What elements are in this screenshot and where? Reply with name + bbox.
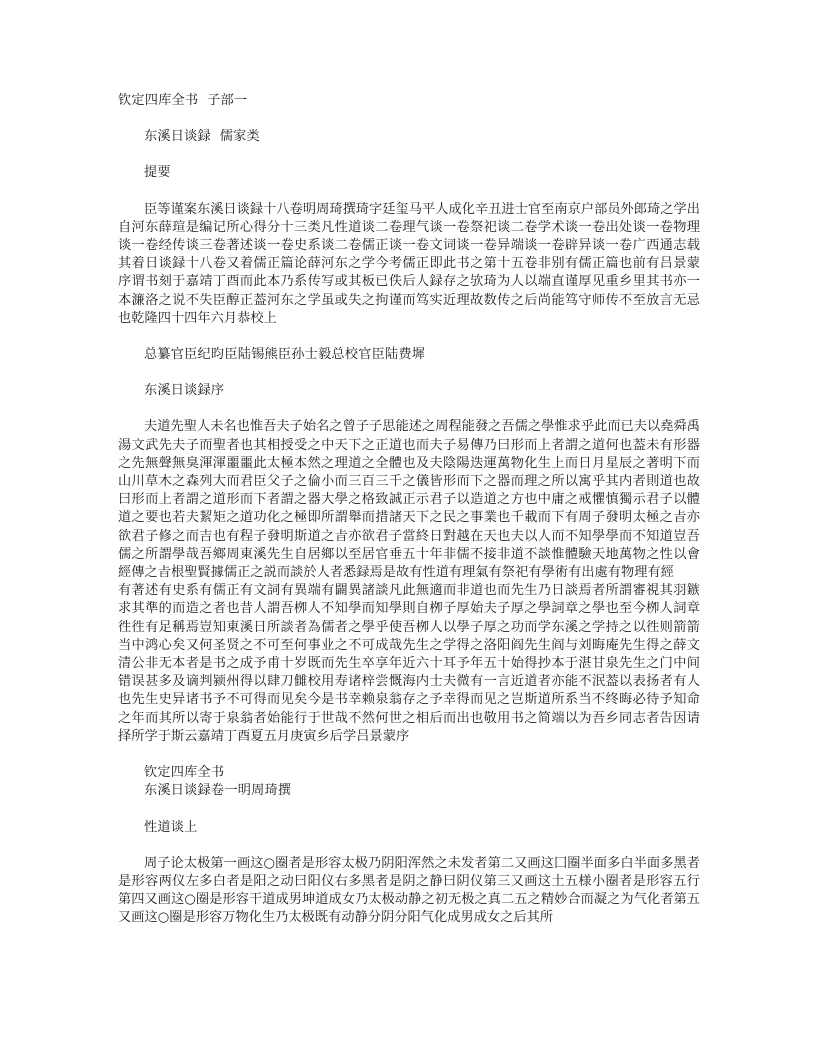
collection-header: 钦定四库全书 子部一: [118, 93, 248, 108]
abstract-paragraph: 臣等谨案东溪日谈録十八卷明周琦撰琦字廷玺马平人成化辛丑进士官至南京户部员外郎琦之学出自河东薛瑄是编记所心得分十三类凡性道谈二卷理气谈一卷祭祀谈二卷学术谈一卷出处谈一卷物理谈一卷经传谈三卷著述谈一卷史系谈二卷儒正谈一卷文词谈一卷异端谈一卷辟异谈一卷广西通志载其着日谈録十八卷又着儒正篇论薛河东之学今考儒正即此书之第十五卷非别有儒正篇也前有吕景蒙序谓书刻于嘉靖丁酉而此本乃系传写或其板已佚后人録存之欤琦为人以端直谨厚见重乡里其书亦一本濂洛之说不失臣醇正葢河东之学虽或失之拘谨而笃实近理故数传之后尚能笃守师传不至放言无忌也乾隆四十四年六月恭校上: [118, 201, 700, 326]
preface-text-part-1: 夫道先聖人未名也惟吾夫子始名之曾子子思能述之周程能發之吾儒之學惟求乎此而已夫以堯舜禹湯文武先夫子而聖者也其相授受之中天下之正道也而夫子易傳乃曰形而上者謂之道何也葢未有形器之先無聲無臭渾渾噩噩此太極本然之理道之全體也及夫陰陽迭運萬物化生上而日月星辰之著明下而山川草木之森列大而君臣父子之倫小而三百三千之儀皆形而下之器而理之所以寓乎其内者則道也故曰形而上者謂之道形而下者謂之器大學之格致誠正示君子以造道之方也中庸之戒懼慎獨示君子以體道之要也若夫絜矩之道功化之極即所謂舉而措諸天下之民之事業也千載而下有周子發明太極之㫖亦欲君子修之而吉也有程子發明斯道之㫖亦欲君子當終日對越在天也夫以人而不知學學而不知道豈吾儒之所謂學哉吾鄉周東溪先生自居鄉以至居官垂五十年非儒不接非道不談惟體驗天地萬物之性以會經傳之㫖根聖賢據儒正之説而談於人者悉録焉是故有性道有理氣有祭祀有學術有出處有物理有經: [118, 419, 700, 581]
volume-header-line-2: 东溪日谈録卷一明周琦撰: [144, 783, 292, 799]
preface-heading: 东溪日谈録序: [144, 383, 225, 399]
chapter-heading: 性道谈上: [144, 819, 198, 835]
abstract-heading: 提要: [144, 165, 171, 181]
preface-paragraph: [118, 418, 700, 746]
document-body: [118, 92, 700, 946]
work-header: 东溪日谈録 儒家类: [144, 129, 260, 145]
chapter-paragraph: 周子论太极第一画这○圈者是形容太极乃阴阳浑然之未发者第二又画这囗圈半面多白半面多黑者是形容两仪左多白者是阳之动曰阳仪右多黑者是阴之静曰阴仪第三又画这土五様小圈者是形容五行第四又画这○圈是形容干道成男坤道成女乃太极动静之初无极之真二五之精妙合而凝之为气化者第五又画这○圈是形容万物化生乃太极既有动静分阴分阳气化成男成女之后其所: [118, 855, 700, 926]
volume-header-group: [118, 764, 700, 800]
editors-line: 总纂官臣纪昀臣陆锡熊臣孙士毅总校官臣陆费墀: [144, 347, 426, 363]
preface-text-part-2: 有著述有史系有儒正有文詞有異端有闢異諸談凡此無適而非道也而先生乃日談焉者所謂審視其羽鏃求其準的而造之者也昔人謂吾栁人不知學而知學則自栁子厚始夫子厚之學詞章之學也至今栁人詞章徃徃有足稱焉豈知東溪日所談者為儒者之學乎使吾栁人以學子厚之功而学东溪之学持之以徃则箭箭当中鸿心矣又何圣贤之不可至何事业之不可成哉先生之学得之洛阳阎先生阎与刘晦庵先生得之薛文清公非无本者是书之成予甫十岁既而先生卒享年近六十耳予年五十始得抄本于湛甘泉先生之门中间错误甚多及谪判颍州得以肆刀雠校用寿诸梓尝慨海内士夫微有一言近道者亦能不泯葢以表扬者有人也先生史异诸书予不可得而见矣今是书幸赖泉翁存之予幸得而见之岂斯道所系当不终晦必待予知命之年而其所以寄于泉翁者始能行于世哉不然何世之相后而出也敬用书之简端以为吾乡同志者告因请择所学于斯云嘉靖丁酉夏五月庚寅乡后学吕景蒙序: [118, 583, 700, 744]
volume-header-line-1: 钦定四库全书: [144, 765, 225, 781]
